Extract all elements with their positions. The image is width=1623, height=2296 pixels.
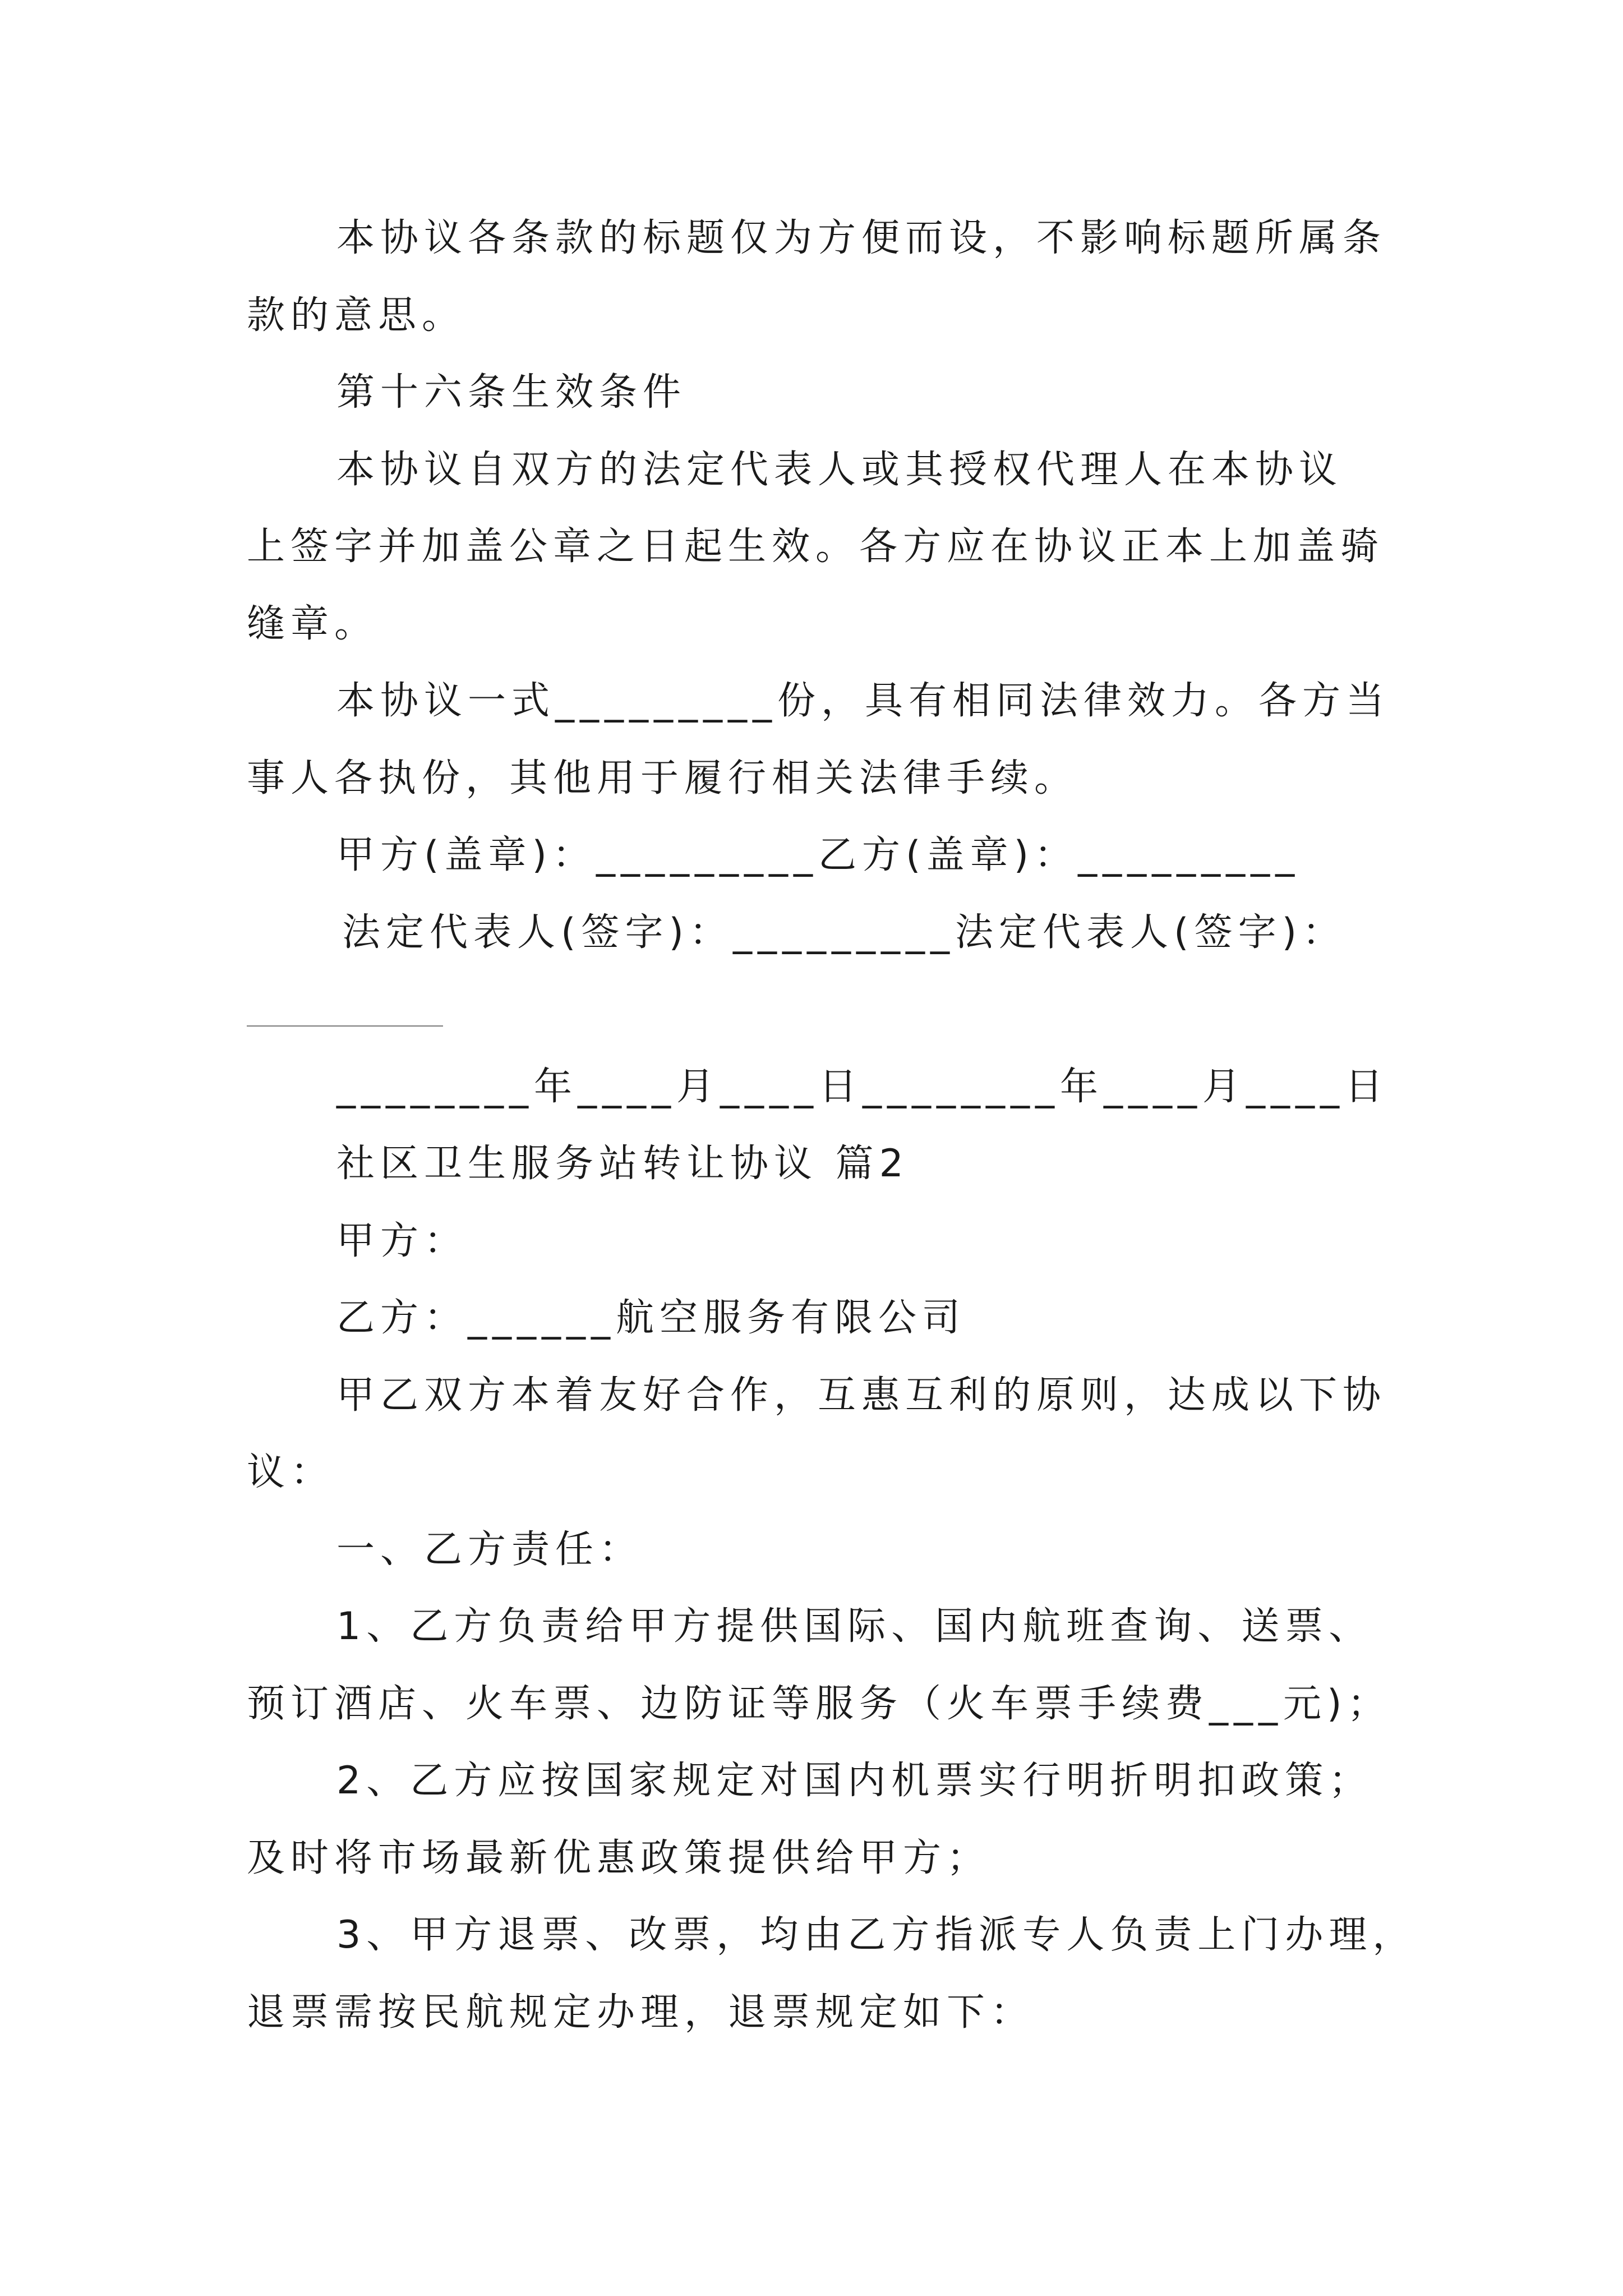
party-b-line: 乙方：______航空服务有限公司 [336,1296,966,1340]
date-line: ________年____月____日________年____月____日 [336,1065,1389,1109]
text-line: 议： [247,1450,335,1494]
text-line: 本协议各条款的标题仅为方便而设，不影响标题所属条 [336,216,1387,260]
text-line: 事人各执份，其他用于履行相关法律手续。 [247,756,1078,800]
signature-line: 法定代表人(签字)：_________法定代表人(签字)： [342,910,1347,955]
text-line: 上签字并加盖公章之日起生效。各方应在协议正本上加盖骑 [247,524,1385,569]
clause-heading: 一、乙方责任： [336,1527,643,1572]
text-line: 本协议一式_________份，具有相同法律效力。各方当 [336,679,1390,723]
article-heading: 第十六条生效条件 [336,370,687,415]
section-title: 社区卫生服务站转让协议 篇2 [336,1142,909,1186]
signature-blank-rule [247,1025,443,1027]
text-line: 2、乙方应按国家规定对国内机票实行明折明扣政策； [336,1759,1373,1803]
signature-line: 甲方(盖章)：_________乙方(盖章)：_________ [336,833,1301,877]
text-line: 款的意思。 [247,293,466,338]
text-line: 本协议自双方的法定代表人或其授权代理人在本协议 [336,448,1343,492]
text-line: 预订酒店、火车票、边防证等服务（火车票手续费___元)； [247,1682,1391,1726]
text-line: 3、甲方退票、改票，均由乙方指派专人负责上门办理， [336,1913,1417,1957]
text-line: 及时将市场最新优惠政策提供给甲方； [247,1836,991,1880]
text-line: 缝章。 [247,602,379,646]
party-a-line: 甲方： [336,1219,468,1263]
text-line: 退票需按民航规定办理，退票规定如下： [247,1990,1035,2035]
text-line: 1、乙方负责给甲方提供国际、国内航班查询、送票、 [336,1604,1373,1649]
text-line: 甲乙双方本着友好合作，互惠互利的原则，达成以下协 [336,1373,1387,1418]
